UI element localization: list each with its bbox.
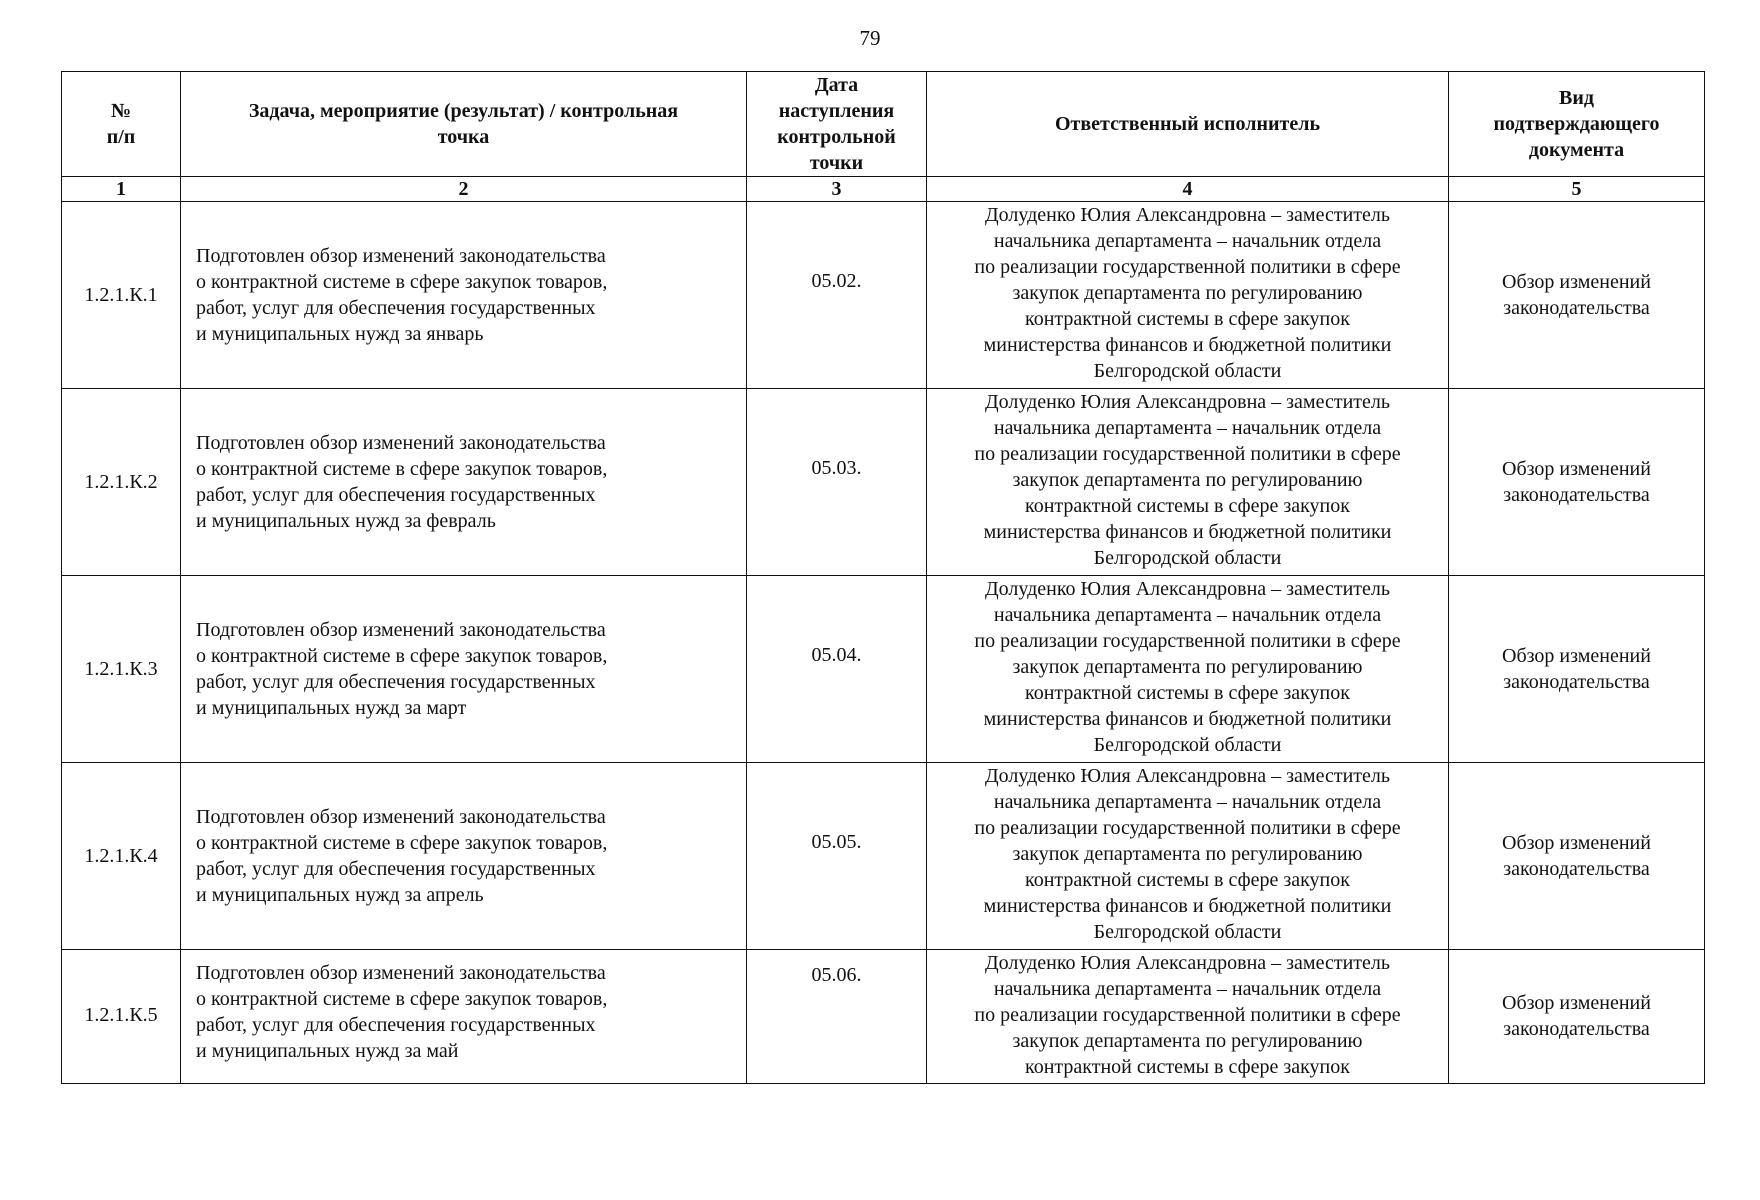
responsible-line: закупок департамента по регулированию [1012, 843, 1363, 865]
row-number: 1.2.1.К.4 [62, 763, 181, 950]
header-date-line: Дата [814, 74, 859, 96]
responsible-line: начальника департамента – начальник отдела [993, 230, 1382, 252]
responsible-line: контрактной системы в сфере закупок [1025, 869, 1350, 891]
header-date-line: точки [809, 152, 864, 174]
task-line: и муниципальных нужд за февраль [196, 510, 496, 532]
header-responsible [927, 72, 1449, 177]
column-number: 5 [1449, 177, 1705, 202]
document-line: Обзор изменений [1502, 645, 1651, 667]
header-num [62, 72, 181, 177]
column-number: 3 [747, 177, 927, 202]
task-line: и муниципальных нужд за май [196, 1040, 459, 1062]
responsible-line: контрактной системы в сфере закупок [1025, 682, 1350, 704]
header-task [181, 72, 747, 177]
document-lines [1449, 950, 1704, 1042]
row-date [747, 950, 927, 1084]
task-line: Подготовлен обзор изменений законодательства [196, 432, 606, 454]
responsible-line: министерства финансов и бюджетной политики [983, 521, 1392, 543]
row-responsible [927, 576, 1449, 763]
table-row [62, 763, 1705, 950]
row-date [747, 576, 927, 763]
page-number: 79 [859, 26, 881, 50]
document-line: Обзор изменений [1502, 992, 1651, 1014]
responsible-line: начальника департамента – начальник отдела [993, 978, 1382, 1000]
table-row [62, 576, 1705, 763]
table-row [62, 950, 1705, 1084]
document-line: Обзор изменений [1502, 832, 1651, 854]
header-date [747, 72, 927, 177]
task-line: работ, услуг для обеспечения государственных [196, 858, 596, 880]
responsible-line: контрактной системы в сфере закупок [1025, 308, 1350, 330]
date-value: 05.02. [811, 270, 862, 292]
header-responsible-line: Ответственный исполнитель [1054, 113, 1321, 135]
task-line: Подготовлен обзор изменений законодательства [196, 245, 606, 267]
document-line: законодательства [1503, 484, 1650, 506]
row-responsible [927, 950, 1449, 1084]
header-num-line: № [110, 100, 132, 122]
responsible-line: Долуденко Юлия Александровна – заместитель [985, 578, 1390, 600]
table-row [62, 389, 1705, 576]
row-task [181, 202, 747, 389]
date-value: 05.04. [811, 644, 862, 666]
header-document [1449, 72, 1705, 177]
responsible-line: контрактной системы в сфере закупок [1025, 495, 1350, 517]
document-line: Обзор изменений [1502, 458, 1651, 480]
responsible-line: Долуденко Юлия Александровна – заместитель [985, 952, 1390, 974]
task-lines [196, 950, 736, 1064]
task-line: о контрактной системе в сфере закупок товаров, [196, 271, 608, 293]
row-document [1449, 202, 1705, 389]
header-document-line: подтверждающего [1493, 113, 1660, 135]
column-number: 1 [62, 177, 181, 202]
control-points-table [61, 71, 1705, 1084]
header-document-line: Вид [1559, 87, 1594, 109]
column-number: 4 [927, 177, 1449, 202]
row-document [1449, 576, 1705, 763]
document-line: законодательства [1503, 297, 1650, 319]
row-responsible [927, 763, 1449, 950]
document-line: законодательства [1503, 671, 1650, 693]
row-number [62, 950, 181, 1084]
responsible-line: закупок департамента по регулированию [1012, 282, 1363, 304]
task-line: о контрактной системе в сфере закупок товаров, [196, 832, 608, 854]
responsible-line: министерства финансов и бюджетной политики [983, 708, 1392, 730]
row-date [747, 389, 927, 576]
task-line: и муниципальных нужд за январь [196, 323, 484, 345]
responsible-line: контрактной системы в сфере закупок [1025, 1056, 1350, 1078]
row-task [181, 389, 747, 576]
document-line: Обзор изменений [1502, 271, 1651, 293]
task-line: о контрактной системе в сфере закупок товаров, [196, 645, 608, 667]
header-task-line: точка [437, 126, 490, 148]
document-line: законодательства [1503, 858, 1650, 880]
column-number: 2 [181, 177, 747, 202]
row-number: 1.2.1.К.1 [62, 202, 181, 389]
row-number-value: 1.2.1.К.5 [84, 1004, 158, 1026]
row-number: 1.2.1.К.2 [62, 389, 181, 576]
date-value: 05.06. [811, 964, 862, 986]
task-line: Подготовлен обзор изменений законодательства [196, 619, 606, 641]
responsible-line: министерства финансов и бюджетной политики [983, 334, 1392, 356]
header-date-line: наступления [778, 100, 895, 122]
header-task-line: Задача, мероприятие (результат) / контрольная [248, 100, 679, 122]
task-line: Подготовлен обзор изменений законодательства [196, 962, 606, 984]
row-date [747, 763, 927, 950]
responsible-line: Белгородской области [1093, 547, 1282, 569]
column-number-row [62, 177, 1705, 202]
row-task [181, 950, 747, 1084]
header-row [62, 72, 1705, 177]
responsible-line: начальника департамента – начальник отдела [993, 417, 1382, 439]
responsible-line: Долуденко Юлия Александровна – заместитель [985, 765, 1390, 787]
responsible-line: по реализации государственной политики в сфере [974, 443, 1401, 465]
row-task [181, 763, 747, 950]
responsible-line: по реализации государственной политики в сфере [974, 256, 1401, 278]
responsible-line: закупок департамента по регулированию [1012, 469, 1363, 491]
task-line: и муниципальных нужд за апрель [196, 884, 484, 906]
responsible-line: начальника департамента – начальник отдела [993, 791, 1382, 813]
task-line: работ, услуг для обеспечения государственных [196, 671, 596, 693]
row-date [747, 202, 927, 389]
responsible-line: по реализации государственной политики в сфере [974, 1004, 1401, 1026]
header-date-line: контрольной [777, 126, 896, 148]
header-document-line: документа [1528, 139, 1625, 161]
row-responsible [927, 202, 1449, 389]
header-num-line: п/п [106, 126, 136, 148]
task-line: Подготовлен обзор изменений законодательства [196, 806, 606, 828]
responsible-line: Долуденко Юлия Александровна – заместитель [985, 204, 1390, 226]
responsible-line: закупок департамента по регулированию [1012, 656, 1363, 678]
date-value: 05.03. [811, 457, 862, 479]
task-line: работ, услуг для обеспечения государственных [196, 484, 596, 506]
task-line: работ, услуг для обеспечения государственных [196, 1014, 596, 1036]
row-responsible [927, 389, 1449, 576]
responsible-line: Белгородской области [1093, 734, 1282, 756]
responsible-line: Белгородской области [1093, 360, 1282, 382]
responsible-line: министерства финансов и бюджетной политики [983, 895, 1392, 917]
document-line: законодательства [1503, 1018, 1650, 1040]
row-document [1449, 389, 1705, 576]
responsible-line: Долуденко Юлия Александровна – заместитель [985, 391, 1390, 413]
row-number: 1.2.1.К.3 [62, 576, 181, 763]
task-line: и муниципальных нужд за март [196, 697, 467, 719]
responsible-line: начальника департамента – начальник отдела [993, 604, 1382, 626]
task-line: о контрактной системе в сфере закупок товаров, [196, 458, 608, 480]
task-line: работ, услуг для обеспечения государственных [196, 297, 596, 319]
row-document [1449, 950, 1705, 1084]
responsible-line: по реализации государственной политики в сфере [974, 630, 1401, 652]
responsible-line: по реализации государственной политики в сфере [974, 817, 1401, 839]
task-line: о контрактной системе в сфере закупок товаров, [196, 988, 608, 1010]
responsible-line: Белгородской области [1093, 921, 1282, 943]
row-document [1449, 763, 1705, 950]
row-task [181, 576, 747, 763]
table-row [62, 202, 1705, 389]
responsible-line: закупок департамента по регулированию [1012, 1030, 1363, 1052]
date-value: 05.05. [811, 831, 862, 853]
